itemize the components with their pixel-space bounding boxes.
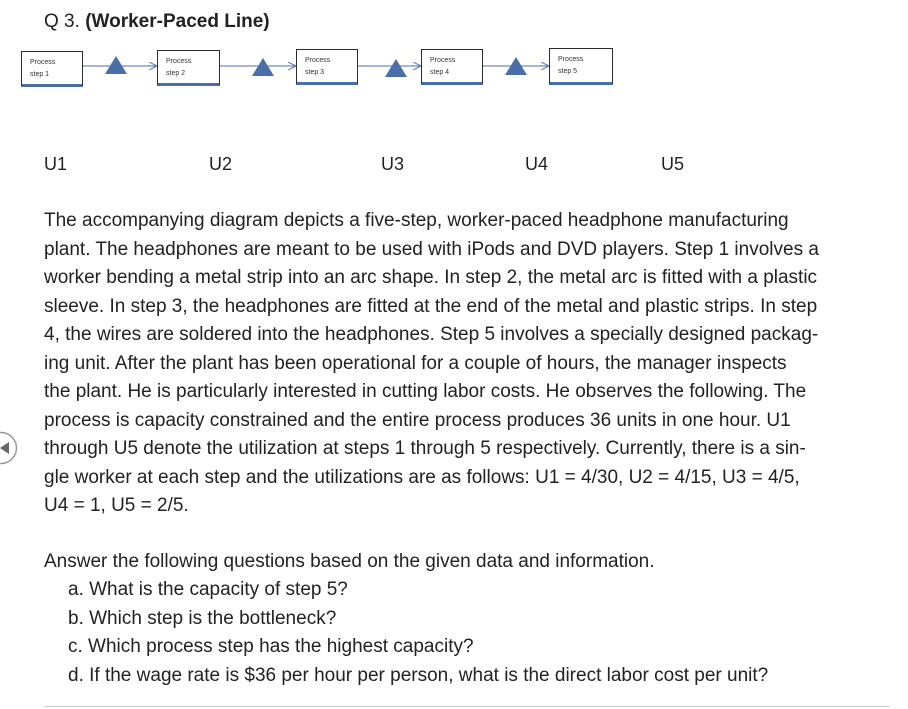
paragraph-line: plant. The headphones are meant to be used with iPods and DVD players. Step 1 involves a (44, 238, 819, 260)
paragraph-line: the plant. He is particularly interested in cutting labor costs. He observes the following. The (44, 381, 807, 402)
questions-intro: Answer the following questions based on the given data and information. (44, 551, 655, 572)
buffer-triangle-icon (252, 58, 274, 76)
question-item-c: c. Which process step has the highest capacity? (68, 636, 474, 657)
paragraph-line: gle worker at each step and the utilizations are as follows: U1 = 4/30, U2 = 4/15, U3 = 4/5, (44, 466, 800, 488)
utilization-label-u3: U3 (381, 154, 405, 174)
question-number: Q 3. (44, 11, 80, 32)
paragraph-line: through U5 denote the utilization at steps 1 through 5 respectively. Currently, there is a sin- (44, 438, 806, 459)
utilization-label-u4: U4 (525, 154, 549, 174)
process-step-3: Process step 3 (296, 49, 358, 85)
paragraph-line: process is capacity constrained and the entire process produces 36 units in one hour. U1 (44, 409, 791, 431)
question-item-d: d. If the wage rate is $36 per hour per person, what is the direct labor cost per unit? (68, 664, 769, 686)
process-step-4: Process step 4 (421, 49, 483, 85)
question-title-text: (Worker-Paced Line) (85, 11, 270, 32)
questions-list (68, 576, 768, 690)
process-step-2: Process step 2 (157, 50, 220, 86)
bottom-divider (44, 706, 890, 707)
buffer-triangle-icon (385, 59, 407, 77)
paragraph-line: sleeve. In step 3, the headphones are fitted at the end of the metal and plastic strips. In step (44, 295, 818, 317)
question-item-b: b. Which step is the bottleneck? (68, 607, 337, 629)
problem-description (44, 207, 894, 521)
paragraph-line: U4 = 1, U5 = 2/5. (44, 495, 189, 516)
buffer-triangle-icon (105, 56, 127, 74)
utilization-label-u5: U5 (661, 154, 685, 174)
paragraph-line: ing unit. After the plant has been operational for a couple of hours, the manager inspects (44, 352, 787, 374)
paragraph-line: worker bending a metal strip into an arc shape. In step 2, the metal arc is fitted with a plastic (44, 267, 818, 288)
process-step-5: Process step 5 (549, 48, 613, 85)
question-item-a: a. What is the capacity of step 5? (68, 579, 348, 600)
process-step-1: Process step 1 (21, 51, 83, 87)
paragraph-line: The accompanying diagram depicts a five-step, worker-paced headphone manufacturing (44, 210, 789, 231)
utilization-label-u2: U2 (209, 154, 233, 174)
process-flow-diagram (0, 0, 908, 100)
collapse-arrow-icon[interactable] (0, 431, 18, 465)
utilization-label-u1: U1 (44, 154, 68, 174)
paragraph-line: 4, the wires are soldered into the headphones. Step 5 involves a specially designed packag- (44, 324, 819, 345)
